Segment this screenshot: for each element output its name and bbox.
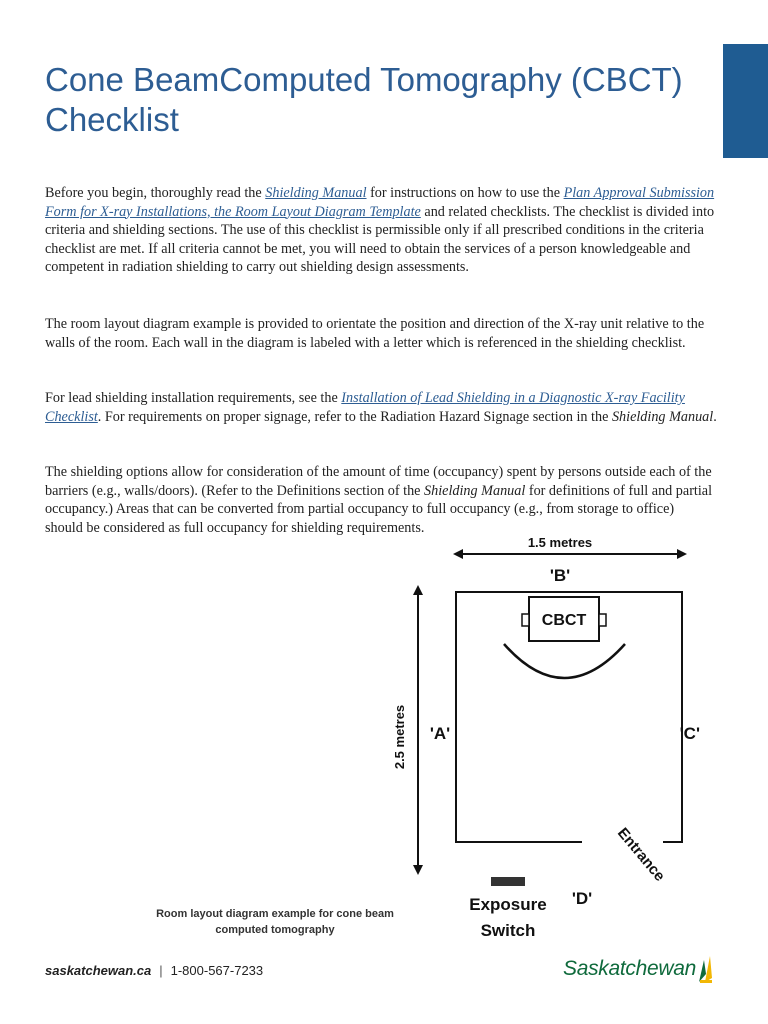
shielding-options-paragraph — [45, 463, 715, 537]
p3-shielding-manual-ref: Shielding Manual — [611, 408, 714, 425]
cbct-label: CBCT — [541, 612, 587, 629]
blue-side-tab — [723, 44, 768, 158]
wall-d-label: 'D' — [571, 889, 593, 908]
p3-text-3: . — [713, 408, 717, 425]
footer-phone: 1-800-567-7233 — [170, 963, 264, 978]
patient-arc — [504, 644, 625, 678]
wall-b-label: 'B' — [549, 566, 571, 585]
room-layout-paragraph: The room layout diagram example is provided to orientate the position and direction of the X-ray unit relative to the walls of the room. Each wall in the diagram is labeled with a letter which is referenced in the shielding checklist. — [45, 316, 705, 351]
exposure-switch-marker — [491, 877, 525, 886]
footer-contact — [45, 963, 263, 978]
width-label: 1.5 metres — [527, 535, 593, 550]
intro-paragraph — [45, 184, 725, 277]
p3-text-2: . For requirements on proper signage, refer to the Radiation Hazard Signage section in the — [97, 408, 612, 425]
p1-text-1: Before you begin, thoroughly read the — [45, 185, 266, 201]
p4-text-2: for definitions of full and partial occupancy.) Areas that can be converted from partial occupancy to full occupancy (e.g., from storage to office) should be considered as full occupancy for shielding requirements. — [45, 482, 713, 536]
lead-shielding-paragraph — [45, 389, 725, 426]
wall-a-label: 'A' — [429, 724, 451, 743]
room-layout-diagram — [385, 530, 700, 950]
wheat-flame-icon — [696, 954, 714, 984]
wall-c-label: 'C' — [679, 724, 700, 743]
cbct-left-tab — [522, 614, 529, 626]
logo-text: Saskatchewan — [563, 957, 696, 980]
plan-approval-form-link[interactable]: Plan Approval Submission Form for X-ray Installations, the Room Layout Diagram Template — [45, 185, 715, 220]
lead-shielding-checklist-link[interactable]: Installation of Lead Shielding in a Diagnostic X-ray Facility Checklist — [45, 390, 685, 425]
shielding-manual-link[interactable]: Shielding Manual — [265, 185, 367, 201]
entrance-label: Entrance — [613, 824, 669, 885]
cbct-right-tab — [599, 614, 606, 626]
page-title: Cone BeamComputed Tomography (CBCT) Checklist — [45, 61, 683, 138]
footer-separator: | — [159, 963, 163, 978]
p4-text-1: The shielding options allow for consideration of the amount of time (occupancy) spent by persons outside each of the barriers (e.g., walls/doors). (Refer to the Definitions section of the — [45, 464, 712, 499]
p1-text-3: and related checklists. The checklist is divided into criteria and shielding sections. The use of this checklist is permissible only if all prescribed conditions in the criteria checklist are met. If all criteria cannot be met, you will need to obtain the services of a person knowledgeable and competent in radiation shielding to carry out shielding design assessments. — [45, 203, 715, 275]
diagram-caption: Room layout diagram example for cone beam computed tomography — [156, 908, 394, 936]
footer-website-link[interactable]: saskatchewan.ca — [45, 963, 152, 978]
exposure-switch-line1: Exposure — [469, 895, 547, 914]
p4-shielding-manual-ref: Shielding Manual — [424, 482, 526, 499]
exposure-switch-line2: Switch — [480, 921, 536, 940]
saskatchewan-logo — [563, 952, 714, 986]
p3-text-1: For lead shielding installation requirements, see the — [45, 390, 342, 406]
height-label: 2.5 metres — [392, 704, 407, 770]
p1-text-2: for instructions on how to use the — [366, 185, 564, 201]
